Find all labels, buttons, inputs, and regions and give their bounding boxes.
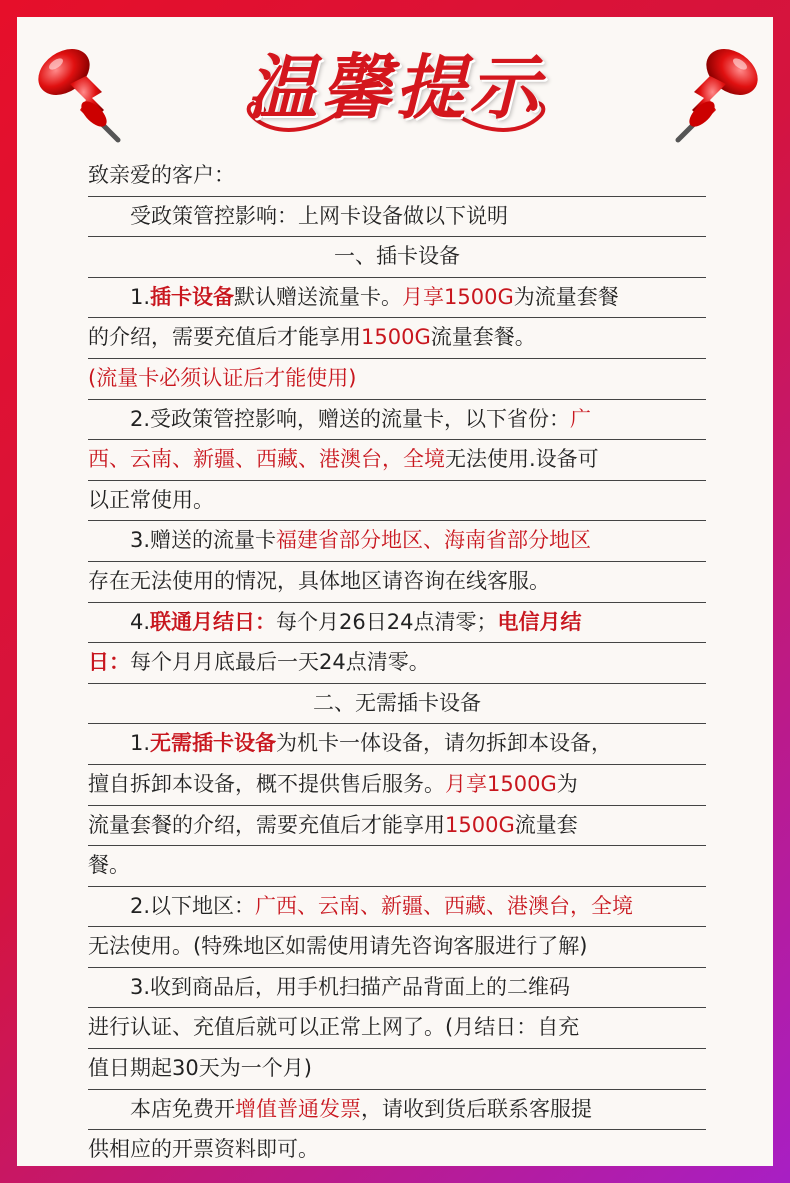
notice-line (88, 846, 706, 887)
notice-line (88, 603, 706, 644)
highlight-text: 增值普通发票 (235, 1096, 361, 1121)
highlight-text: 1500G (361, 325, 431, 350)
notice-text-body (88, 156, 706, 1170)
page-title: 温馨提示 (247, 46, 543, 129)
notice-line (88, 237, 706, 278)
notice-text: 流量套餐的介绍，需要充值后才能享用 (88, 812, 445, 837)
highlight-text: 1500G (445, 812, 515, 837)
notice-line (88, 278, 706, 319)
notice-line (88, 927, 706, 968)
notice-text: 3.收到商品后，用手机扫描产品背面上的二维码 (88, 974, 571, 999)
notice-line (88, 400, 706, 441)
highlight-text: 无需插卡设备 (150, 731, 277, 756)
notice-line (88, 887, 706, 928)
notice-line (88, 1049, 706, 1090)
notice-line (88, 724, 706, 765)
notice-line (88, 156, 706, 197)
highlight-text: 广 (570, 406, 592, 431)
notice-text: 为机卡一体设备，请勿拆卸本设备， (276, 731, 613, 756)
notice-text: 值日期起30天为一个月) (88, 1056, 312, 1081)
notice-text: 以正常使用。 (88, 487, 214, 512)
notice-text: 无法使用。(特殊地区如需使用请先咨询客服进行了解) (88, 934, 588, 959)
notice-text: 一、插卡设备 (334, 244, 460, 269)
notice-line (88, 806, 706, 847)
highlight-text: 日： (88, 650, 130, 675)
notice-text: ，请收到货后联系客服提 (361, 1096, 592, 1121)
notice-text: 致亲爱的客户： (88, 163, 235, 187)
notice-text: 供相应的开票资料即可。 (88, 1137, 319, 1162)
notice-line (88, 1008, 706, 1049)
notice-line (88, 1130, 706, 1170)
highlight-text: 月享1500G (402, 284, 514, 309)
notice-text: 二、无需插卡设备 (313, 690, 481, 715)
notice-text: 每个月26日24点清零； (276, 609, 498, 634)
notice-line (88, 318, 706, 359)
notice-text: 每个月月底最后一天24点清零。 (130, 650, 430, 675)
notice-line (88, 562, 706, 603)
notice-line (88, 197, 706, 238)
notice-text: 进行认证、充值后就可以正常上网了。(月结日：自充 (88, 1015, 580, 1040)
notice-text: 擅自拆卸本设备，概不提供售后服务。 (88, 771, 445, 796)
notice-text: 餐。 (88, 853, 130, 878)
highlight-text: (流量卡必须认证后才能使用) (88, 365, 357, 390)
notice-line (88, 684, 706, 725)
highlight-text: 广西、云南、新疆、西藏、港澳台，全境 (255, 893, 634, 918)
highlight-text: 联通月结日： (150, 609, 277, 634)
notice-line (88, 643, 706, 684)
notice-text: 本店免费开 (88, 1096, 235, 1121)
notice-line (88, 1090, 706, 1131)
notice-text: 1. (88, 284, 151, 309)
notice-text: 受政策管控影响：上网卡设备做以下说明 (88, 203, 508, 228)
notice-text: 1. (88, 731, 151, 756)
notice-text: 的介绍，需要充值后才能享用 (88, 325, 361, 350)
highlight-text: 福建省部分地区、海南省部分地区 (276, 528, 592, 553)
notice-text: 2.以下地区： (88, 893, 256, 918)
notice-text: 为 (556, 771, 578, 796)
notice-line (88, 521, 706, 562)
notice-text: 2.受政策管控影响，赠送的流量卡，以下省份： (88, 406, 571, 431)
notice-line (88, 968, 706, 1009)
highlight-text: 电信月结 (497, 609, 582, 634)
notice-line (88, 765, 706, 806)
notice-text: 为流量套餐 (513, 284, 619, 309)
notice-line (88, 359, 706, 400)
highlight-text: 月享1500G (445, 771, 557, 796)
notice-text: 流量套 (514, 812, 578, 837)
notice-text: 3.赠送的流量卡 (88, 528, 277, 553)
notice-text: 无法使用.设备可 (445, 447, 599, 472)
notice-text: 4. (88, 609, 151, 634)
notice-line (88, 481, 706, 522)
notice-text: 流量套餐。 (430, 325, 536, 350)
notice-text: 存在无法使用的情况，具体地区请咨询在线客服。 (88, 568, 550, 593)
notice-text: 默认赠送流量卡。 (234, 284, 403, 309)
notice-line (88, 440, 706, 481)
highlight-text: 插卡设备 (150, 284, 235, 309)
highlight-text: 西、云南、新疆、西藏、港澳台，全境 (88, 447, 445, 472)
